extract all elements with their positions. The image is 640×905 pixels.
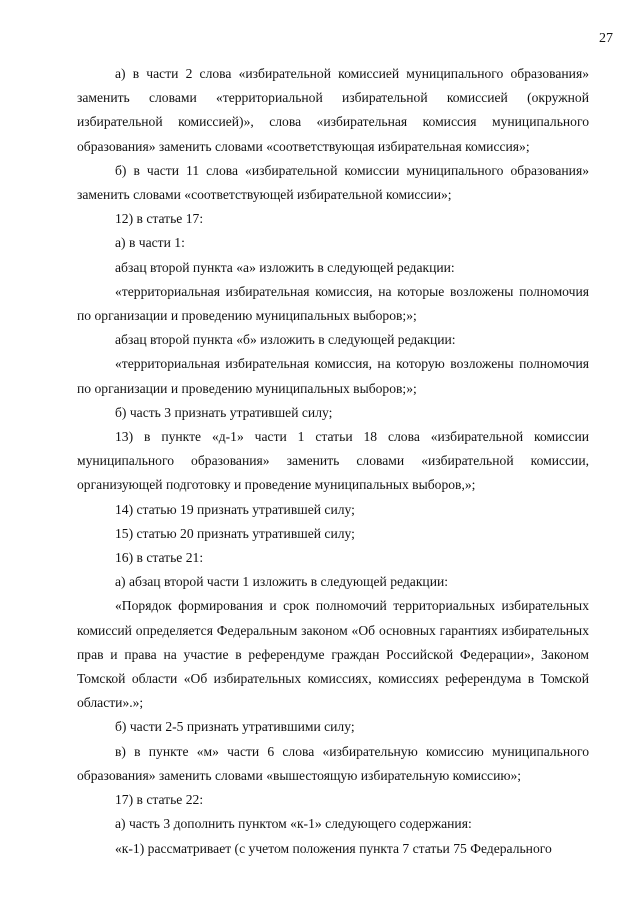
paragraph: а) часть 3 дополнить пунктом «к-1» следующего содержания: [115,816,472,832]
paragraph: 12) в статье 17: [115,211,204,227]
paragraph: 17) в статье 22: [115,792,204,808]
paragraph: «территориальная избирательная комиссия, на которые возложены полномочия по организации и проведению муниципальных выборов;»; [77,283,589,324]
paragraph: а) в части 1: [115,235,185,251]
paragraph: б) часть 3 признать утратившей силу; [115,404,333,420]
page-number: 27 [599,31,613,46]
paragraph: 13) в пункте «д-1» части 1 статьи 18 слова «избирательной комиссии муниципального образования» заменить словами «избирательной комиссии, организующей подготовку и проведение муниципальных выборов,»; [77,429,589,493]
paragraph: абзац второй пункта «а» изложить в следующей редакции: [115,259,455,275]
document-body [77,62,589,861]
paragraph: а) абзац второй части 1 изложить в следующей редакции: [115,574,449,590]
paragraph: а) в части 2 слова «избирательной комиссией муниципального образования» заменить словами «территориальной избирательной комиссией (окружной избирательной комиссией)», слова «избирательная комиссия муниципального образования» заменить словами «соответствующая избирательная комиссия»; [77,66,589,154]
paragraph: «к-1) рассматривает (с учетом положения пункта 7 статьи 75 Федерального [115,840,552,856]
paragraph: 15) статью 20 признать утратившей силу; [115,525,355,541]
paragraph: в) в пункте «м» части 6 слова «избирательную комиссию муниципального образования» заменить словами «вышестоящую избирательную комиссию»; [77,743,589,783]
paragraph: 14) статью 19 признать утратившей силу; [115,501,355,517]
paragraph: б) части 2-5 признать утратившими силу; [115,719,355,735]
paragraph: «территориальная избирательная комиссия, на которую возложены полномочия по организации и проведению муниципальных выборов;»; [77,356,589,396]
paragraph: б) в части 11 слова «избирательной комиссии муниципального образования» заменить словами «соответствующей избирательной комиссии»; [77,162,589,203]
paragraph: 16) в статье 21: [115,550,204,566]
paragraph: «Порядок формирования и срок полномочий территориальных избирательных комиссий определяется Федеральным законом «Об основных гарантиях избирательных прав и права на участие в референдуме граждан Российской Федерации», Законом Томской области «Об избирательных комиссиях, комиссиях референдума в Томской области».»; [77,598,589,711]
paragraph: абзац второй пункта «б» изложить в следующей редакции: [115,332,456,348]
